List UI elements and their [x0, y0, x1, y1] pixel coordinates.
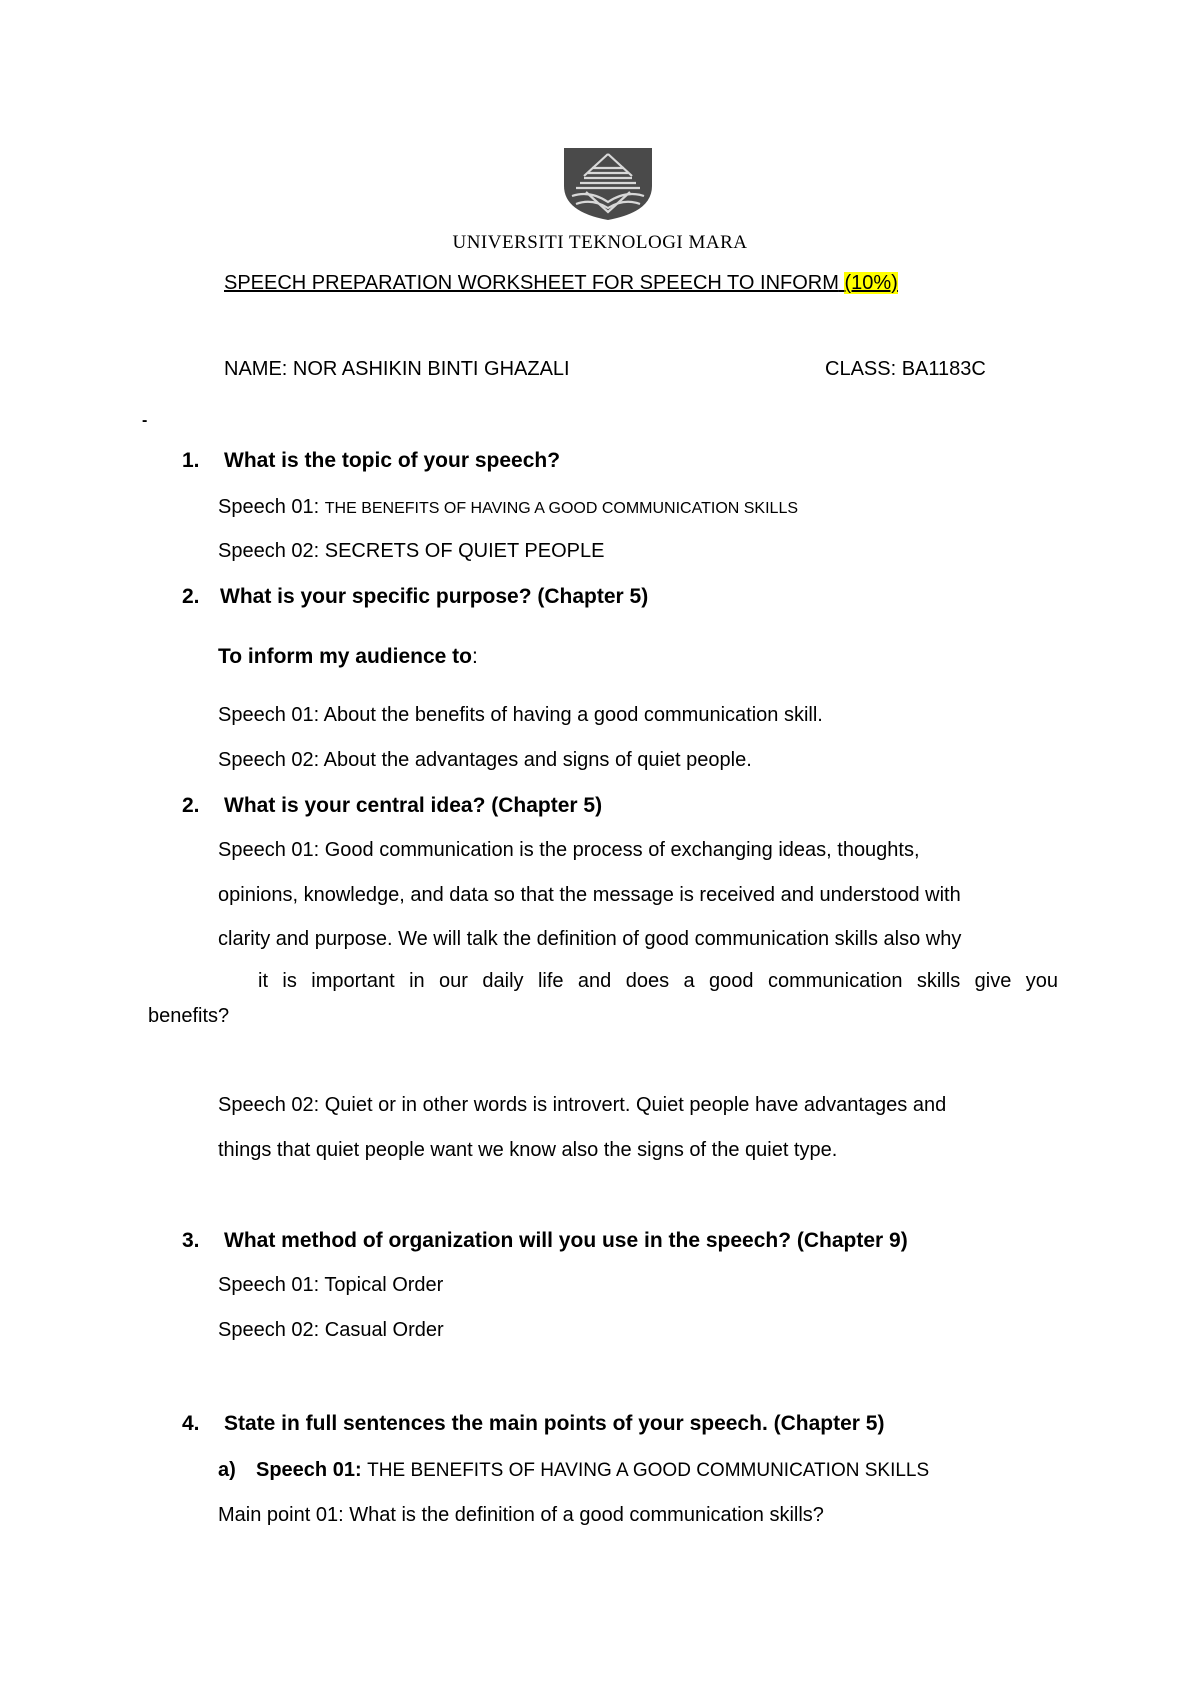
central-idea-line-2: opinions, knowledge, and data so that the message is received and understood with	[218, 884, 961, 906]
q4-sub-a	[218, 1459, 929, 1482]
sub-topic: THE BENEFITS OF HAVING A GOOD COMMUNICATION SKILLS	[367, 1460, 930, 1481]
central-idea-line-3: clarity and purpose. We will talk the definition of good communication skills also why	[218, 928, 962, 950]
question-3	[182, 1229, 908, 1253]
question-number: 3.	[182, 1229, 200, 1252]
main-point-label: Main point 01:	[218, 1504, 344, 1526]
question-2	[182, 585, 648, 609]
question-number: 2.	[182, 585, 200, 608]
question-text: What is the topic of your speech?	[224, 449, 561, 472]
stray-mark: -	[142, 412, 148, 429]
main-point-text: What is the definition of a good communication skills?	[349, 1504, 824, 1526]
speech-label: Speech 01:	[218, 496, 320, 518]
main-point-01	[218, 1504, 824, 1527]
lead-colon: :	[471, 645, 478, 668]
speech-02-idea-line-1: Speech 02: Quiet or in other words is introvert. Quiet people have advantages and	[218, 1094, 947, 1116]
university-name: UNIVERSITI TEKNOLOGI MARA	[452, 232, 748, 253]
question-number: 1.	[182, 449, 200, 472]
q1-speech-01	[218, 496, 798, 519]
central-idea-line-4: it is important in our daily life and does a good communication skills give you	[258, 970, 1058, 992]
question-2b	[182, 794, 602, 818]
question-text: What is your central idea? (Chapter 5)	[224, 794, 603, 817]
sub-letter: a)	[218, 1459, 236, 1481]
student-name: NAME: NOR ASHIKIN BINTI GHAZALI	[224, 358, 570, 380]
worksheet-title-text: SPEECH PREPARATION WORKSHEET FOR SPEECH TO INFORM	[224, 272, 839, 294]
weight-badge: (10%)	[844, 272, 898, 294]
student-class: CLASS: BA1183C	[825, 358, 986, 380]
sub-label: Speech 01:	[256, 1459, 362, 1481]
speech-topic: THE BENEFITS OF HAVING A GOOD COMMUNICATION SKILLS	[324, 500, 799, 517]
lead-text: To inform my audience to	[218, 645, 472, 668]
q2-speech-02: Speech 02: About the advantages and signs of quiet people.	[218, 749, 752, 771]
worksheet-title	[224, 272, 898, 295]
university-logo-icon	[562, 146, 654, 222]
question-4	[182, 1412, 884, 1436]
question-text: State in full sentences the main points of your speech. (Chapter 5)	[224, 1412, 885, 1435]
q2-speech-01: Speech 01: About the benefits of having a good communication skill.	[218, 704, 823, 726]
q3-speech-02: Speech 02: Casual Order	[218, 1319, 444, 1341]
question-number: 2.	[182, 794, 200, 817]
speech-02-idea-line-2: things that quiet people want we know also the signs of the quiet type.	[218, 1139, 838, 1161]
q2-lead	[218, 645, 478, 669]
question-text: What is your specific purpose? (Chapter 5)	[220, 585, 649, 608]
question-number: 4.	[182, 1412, 200, 1435]
central-idea-line-1: Speech 01: Good communication is the process of exchanging ideas, thoughts,	[218, 839, 920, 861]
central-idea-line-5: benefits?	[148, 1005, 230, 1027]
question-text: What method of organization will you use in the speech? (Chapter 9)	[224, 1229, 908, 1252]
question-1	[182, 449, 560, 473]
q3-speech-01: Speech 01: Topical Order	[218, 1274, 444, 1296]
q1-speech-02: Speech 02: SECRETS OF QUIET PEOPLE	[218, 540, 605, 562]
